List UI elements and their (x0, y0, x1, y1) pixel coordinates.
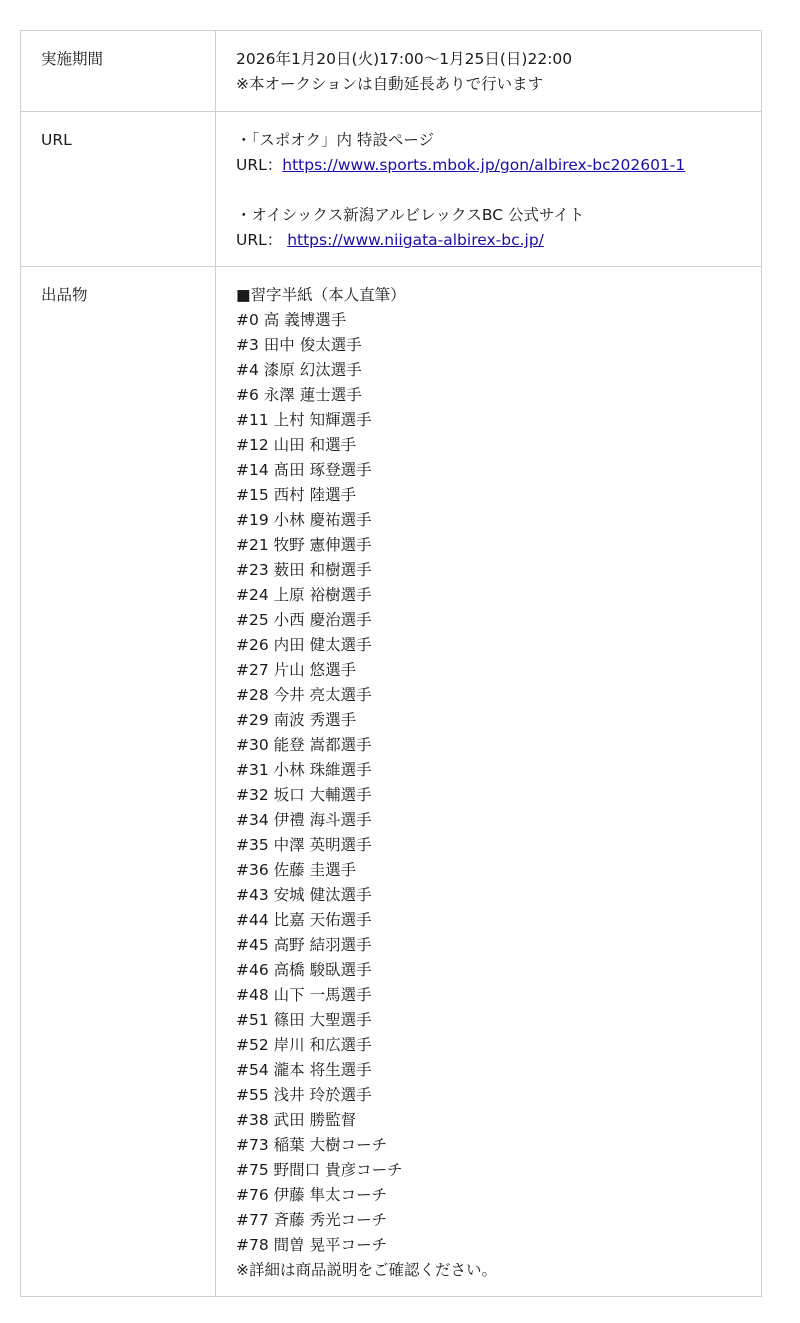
items-value (216, 267, 762, 1297)
list-item: #54 瀧本 将生選手 (236, 1061, 372, 1079)
list-item: #38 武田 勝監督 (236, 1111, 357, 1129)
items-label: 出品物 (21, 267, 216, 1297)
list-item: #51 篠田 大聖選手 (236, 1011, 372, 1029)
list-item: #23 薮田 和樹選手 (236, 561, 372, 579)
list-item: #24 上原 裕樹選手 (236, 586, 372, 604)
official-site-title: ・オイシックス新潟アルビレックスBC 公式サイト (236, 206, 585, 224)
list-item: #31 小林 珠維選手 (236, 761, 372, 779)
list-item: #14 髙田 琢登選手 (236, 461, 372, 479)
list-item: #3 田中 俊太選手 (236, 336, 362, 354)
list-item: #75 野間口 貴彦コーチ (236, 1161, 403, 1179)
list-item: #29 南波 秀選手 (236, 711, 357, 729)
list-item: #0 高 義博選手 (236, 311, 347, 329)
list-item: #77 斉藤 秀光コーチ (236, 1211, 388, 1229)
list-item: #78 間曽 晃平コーチ (236, 1236, 388, 1254)
items-list (236, 308, 761, 1258)
list-item: #19 小林 慶祐選手 (236, 511, 372, 529)
period-dates: 2026年1月20日(火)17:00〜1月25日(日)22:00 (236, 50, 573, 68)
items-row (21, 267, 762, 1297)
list-item: #43 安城 健汰選手 (236, 886, 372, 904)
url-value (216, 112, 762, 267)
url-prefix: URL： (236, 156, 283, 174)
list-item: #6 永澤 蓮士選手 (236, 386, 362, 404)
list-item: #15 西村 陸選手 (236, 486, 357, 504)
period-row (21, 31, 762, 112)
list-item: #26 内田 健太選手 (236, 636, 372, 654)
list-item: #11 上村 知輝選手 (236, 411, 372, 429)
spooku-link[interactable]: https://www.sports.mbok.jp/gon/albirex-bc202601-1 (282, 156, 686, 174)
official-site-link[interactable]: https://www.niigata-albirex-bc.jp/ (287, 231, 544, 249)
url-label: URL (21, 112, 216, 267)
spacer (236, 178, 761, 203)
list-item: #45 高野 結羽選手 (236, 936, 372, 954)
period-value (216, 31, 762, 112)
list-item: #34 伊禮 海斗選手 (236, 811, 372, 829)
list-item: #28 今井 亮太選手 (236, 686, 372, 704)
list-item: #36 佐藤 圭選手 (236, 861, 357, 879)
items-note: ※詳細は商品説明をご確認ください。 (236, 1261, 497, 1279)
list-item: #32 坂口 大輔選手 (236, 786, 372, 804)
list-item: #30 能登 嵩都選手 (236, 736, 372, 754)
list-item: #52 岸川 和広選手 (236, 1036, 372, 1054)
list-item: #35 中澤 英明選手 (236, 836, 372, 854)
list-item: #25 小西 慶治選手 (236, 611, 372, 629)
list-item: #55 浅井 玲於選手 (236, 1086, 372, 1104)
items-heading: ■習字半紙（本人直筆） (236, 286, 406, 304)
list-item: #76 伊藤 隼太コーチ (236, 1186, 388, 1204)
list-item: #73 稲葉 大樹コーチ (236, 1136, 388, 1154)
list-item: #4 漆原 幻汰選手 (236, 361, 362, 379)
url-prefix: URL： (236, 231, 283, 249)
url-row (21, 112, 762, 267)
auction-info-table (20, 30, 762, 1297)
spooku-page-title: ・「スポオク」内 特設ページ (236, 131, 435, 149)
list-item: #44 比嘉 天佑選手 (236, 911, 372, 929)
list-item: #21 牧野 憲伸選手 (236, 536, 372, 554)
period-note: ※本オークションは自動延長ありで行います (236, 75, 544, 93)
list-item: #27 片山 悠選手 (236, 661, 357, 679)
list-item: #46 高橋 駿臥選手 (236, 961, 372, 979)
official-url-line (236, 228, 761, 253)
list-item: #12 山田 和選手 (236, 436, 357, 454)
list-item: #48 山下 一馬選手 (236, 986, 372, 1004)
spooku-url-line (236, 153, 761, 178)
period-label: 実施期間 (21, 31, 216, 112)
